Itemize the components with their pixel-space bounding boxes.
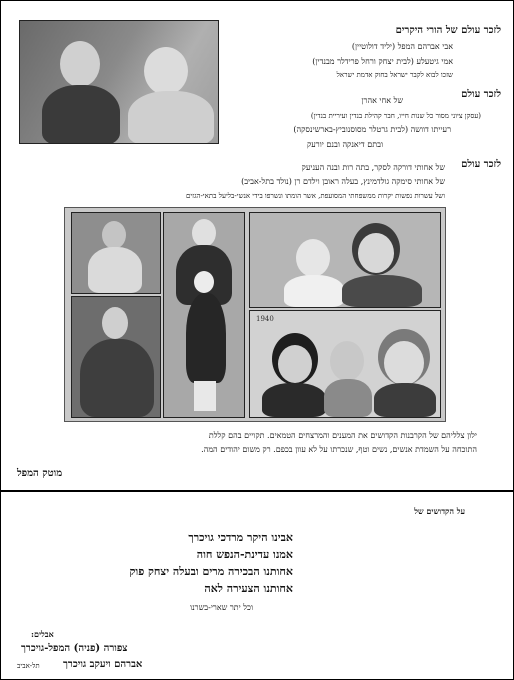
man-photo xyxy=(71,296,161,418)
sisters-heading: לזכר עולם xyxy=(461,159,501,170)
sister2-line: של אחותי סימקה גולדמינץ, בעלה ראובן וילדם רן (נולד בתל-אביב) xyxy=(241,177,445,186)
woman-photo xyxy=(71,212,161,294)
three-faces-photo xyxy=(249,310,441,418)
mother2-face xyxy=(358,233,394,273)
photo-date: 1940 xyxy=(256,315,274,323)
boy2-face xyxy=(330,341,364,381)
father-line: אבי אברהם המפל (יליד דולוטיין) xyxy=(351,42,453,51)
man-head xyxy=(102,307,128,339)
girls-photo xyxy=(163,212,245,418)
mourners-label: אבלים: xyxy=(31,629,54,639)
parents-photo xyxy=(19,20,219,144)
bottom-others-line: וכל יתר שארי-בשרנו xyxy=(190,603,253,612)
man-figure xyxy=(80,339,154,417)
mother2-figure xyxy=(342,275,422,307)
mother-son-photo xyxy=(249,212,441,308)
child-head xyxy=(194,271,214,293)
sister1-line: של אחותי דורקה לסקר, בתה רות ובנה העניעק xyxy=(301,163,445,172)
boy2-figure xyxy=(324,379,372,417)
bottom-father-line: אבינו היקר מרדכי גויכרך xyxy=(188,531,293,544)
wife-line: רעייתו דוושה (לבית גרטלר מסוסנוביץ-בארשינסקה) xyxy=(293,125,451,134)
memorial-text-line2: התוכחה על השמדת אנשים, נשים וטף, שנכרתו על לא עוון בכפם. רק משום יהודים המה. xyxy=(201,445,477,454)
memorial-text-line1: ילון צלליהם של הקרבנות הקדושים את המענים והמרצחים הטמאים. תקויים בהם קללת xyxy=(208,431,477,440)
woman2-figure xyxy=(374,383,436,417)
brother-line: של אחי אהרן xyxy=(361,96,403,105)
son-figure xyxy=(284,275,344,307)
girl2-figure xyxy=(262,383,326,417)
bottom-young-sister-line: אחותנו הצעירה לאה xyxy=(204,582,293,595)
woman-figure xyxy=(88,247,142,293)
child-legs xyxy=(194,381,216,411)
father-figure xyxy=(42,85,120,144)
mourner2-place: תל-אביב xyxy=(17,662,40,670)
family-photo-collage xyxy=(64,207,446,422)
woman2-face xyxy=(384,341,424,385)
signature: מוטק המפל xyxy=(17,468,63,479)
mother-head xyxy=(144,47,188,95)
son-head xyxy=(296,239,330,277)
mother-line: אמי גיטעלע (לבית יצחק ורחל פרידלר מבנדין) xyxy=(312,57,453,66)
woman-head xyxy=(102,221,126,249)
others-line: ושל עשרות נפשות יקרות ממשפחתי המסועפת, אשר הומתו ונשרפו בידי אנשי-בליעל בתאי-הגזים xyxy=(185,192,445,200)
mourner1: צפורה (פניה) המפל-גויכרך xyxy=(21,643,128,654)
bottom-mother-line: אמנו עדינת-הנפש חוה xyxy=(196,548,293,561)
bottom-sister-line: אחותנו הבכירה מרים ובעלה יצחק פוק xyxy=(129,565,293,578)
parents-note: שזכו לבוא לקבר ישראל בחוק אדמת ישראל xyxy=(336,71,453,79)
child-figure xyxy=(186,293,226,383)
children-line: ובתם דיאנקה ובנם יורעק xyxy=(306,140,383,149)
bottom-heading: על הקדושים של xyxy=(414,506,465,516)
brother-note: (עסקן ציוני מסור כל שנות חייו, חבר קהילת בנדין ועיריית בנדין) xyxy=(310,112,481,120)
mother-figure xyxy=(128,91,214,144)
dedication-title: לזכר עולם של הורי היקרים xyxy=(395,25,501,36)
brother-heading: לזכר עולם xyxy=(461,89,501,100)
father-head xyxy=(60,41,100,87)
girl2-face xyxy=(278,345,312,383)
section-divider xyxy=(1,490,513,492)
mourner2: אברהם ויעקב גויכרך xyxy=(63,659,143,670)
girl-head xyxy=(192,219,216,247)
